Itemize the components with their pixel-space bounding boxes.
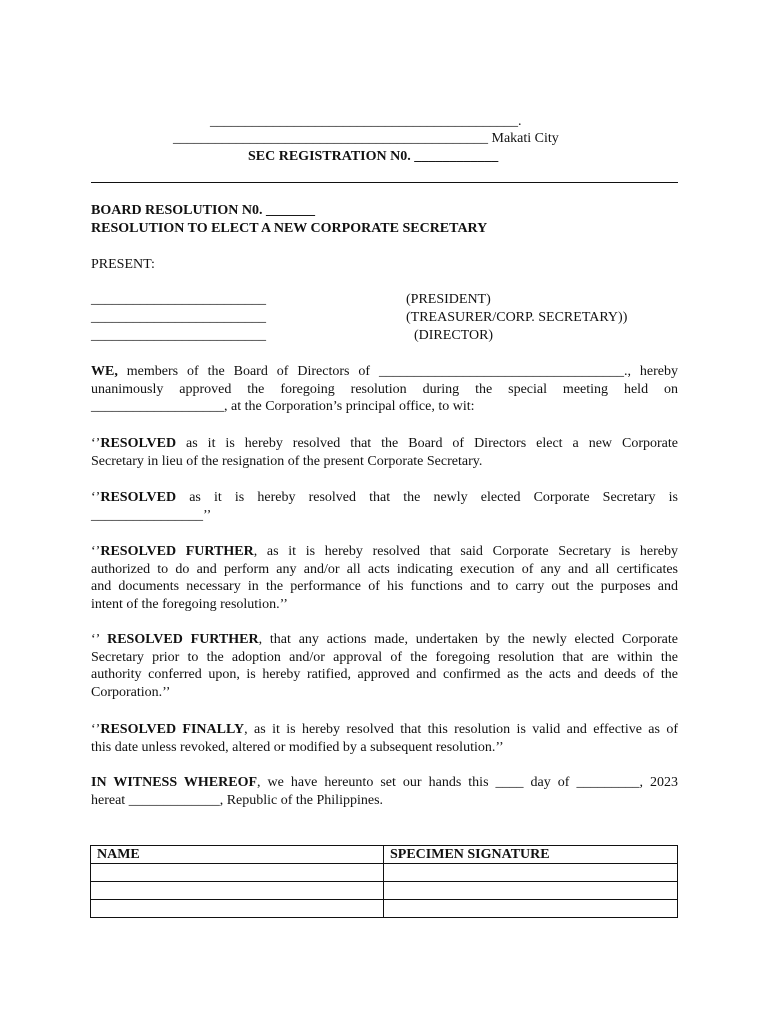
resolution-title: RESOLUTION TO ELECT A NEW CORPORATE SECRETARY: [91, 221, 488, 236]
present-label: PRESENT:: [91, 257, 155, 272]
signature-cell: [384, 864, 678, 882]
resolved-further-paragraph-2: ‘’ RESOLVED FURTHER, that any actions made, undertaken by the newly elected Corporate Secretary prior to the adoption and/or approval of the foregoing resolution that are within the authority conferred upon, is hereby ratified, approved and confirmed as the acts and deeds of the Corporation.’’: [91, 632, 678, 701]
president-signature-blank: _________________________: [91, 292, 266, 307]
director-signature-blank: _________________________: [91, 328, 266, 343]
witness-paragraph: IN WITNESS WHEREOF, we have hereunto set our hands this ____ day of _________, 2023 hereat _____________, Republic of the Philippines.: [91, 775, 678, 808]
board-resolution-number: BOARD RESOLUTION N0. _______: [91, 203, 316, 218]
name-cell: [91, 882, 384, 900]
resolved-finally-paragraph: ‘’RESOLVED FINALLY, as it is hereby resolved that this resolution is valid and effective as of this date unless revoked, altered or modified by a subsequent resolution.’’: [91, 722, 678, 755]
name-column-header: NAME: [91, 846, 384, 864]
name-cell: [91, 900, 384, 918]
table-header-row: [91, 846, 678, 864]
signature-cell: [384, 900, 678, 918]
header-divider: [91, 182, 678, 183]
table-row: [91, 900, 678, 918]
table-row: [91, 864, 678, 882]
resolved-paragraph-2: ‘’RESOLVED as it is hereby resolved that the newly elected Corporate Secretary is ________________’’: [91, 490, 678, 523]
resolved-further-paragraph-1: ‘’RESOLVED FURTHER, as it is hereby resolved that said Corporate Secretary is hereby authorized to do and perform any and/or all acts indicating execution of any and all certificates and documents necessary in the performance of his functions and to carry out the purposes and intent of the foregoing resolution.’’: [91, 544, 678, 613]
corporation-address-line: _____________________________________________ Makati City: [173, 131, 559, 146]
president-role: (PRESIDENT): [406, 292, 491, 307]
sec-registration: SEC REGISTRATION N0. ____________: [248, 149, 499, 164]
signature-cell: [384, 882, 678, 900]
name-cell: [91, 864, 384, 882]
we-paragraph: WE, members of the Board of Directors of ___________________________________., hereby unanimously approved the foregoing resolution during the special meeting held on ___________________, at the Corporation’s principal office, to wit:: [91, 364, 678, 415]
treasurer-role: (TREASURER/CORP. SECRETARY)): [406, 310, 628, 325]
treasurer-signature-blank: _________________________: [91, 310, 266, 325]
director-role: (DIRECTOR): [414, 328, 494, 343]
corporation-name-blank: ____________________________________________.: [210, 114, 522, 129]
signature-table: [90, 845, 678, 918]
resolved-paragraph-1: ‘’RESOLVED as it is hereby resolved that the Board of Directors elect a new Corporate Secretary in lieu of the resignation of the present Corporate Secretary.: [91, 436, 678, 469]
signature-column-header: SPECIMEN SIGNATURE: [384, 846, 678, 864]
table-row: [91, 882, 678, 900]
